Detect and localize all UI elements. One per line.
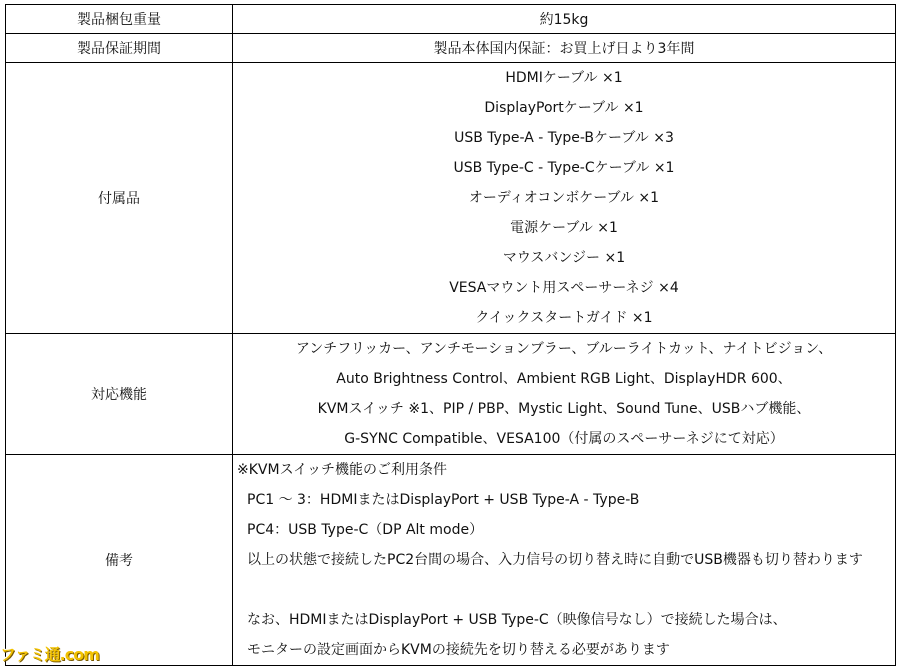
watermark-logo: ファミ通.com xyxy=(0,645,99,664)
list-item: DisplayPortケーブル ×1 xyxy=(484,100,644,116)
list-item: USB Type-A - Type-Bケーブル ×3 xyxy=(454,130,674,146)
list-item: VESAマウント用スペーサーネジ ×4 xyxy=(449,280,679,296)
spec-label: 製品保証期間 xyxy=(6,34,233,63)
list-item: Auto Brightness Control、Ambient RGB Light、DisplayHDR 600、 xyxy=(336,371,792,387)
list-item: PC4：USB Type-C（DP Alt mode） xyxy=(247,522,484,538)
list-item: マウスバンジー ×1 xyxy=(502,250,626,266)
spec-row-weight xyxy=(6,5,896,34)
notes-list xyxy=(233,455,896,666)
list-item: 電源ケーブル ×1 xyxy=(510,220,618,236)
list-item: HDMIケーブル ×1 xyxy=(505,70,623,86)
spec-value: 製品本体国内保証：お買上げ日より3年間 xyxy=(233,34,896,63)
accessories-list xyxy=(233,63,896,334)
spec-label: 製品梱包重量 xyxy=(6,5,233,34)
spec-value: 約15kg xyxy=(233,5,896,34)
list-item: なお、HDMIまたはDisplayPort + USB Type-C（映像信号なし）で接続した場合は、 xyxy=(247,612,787,628)
spec-label: 付属品 xyxy=(6,63,233,334)
spec-label: 対応機能 xyxy=(6,334,233,455)
spec-table xyxy=(5,4,896,666)
spec-row-accessories xyxy=(6,63,896,334)
list-item: PC1 ～ 3：HDMIまたはDisplayPort + USB Type-A - Type-B xyxy=(247,492,640,508)
spec-row-warranty xyxy=(6,34,896,63)
list-item: KVMスイッチ ※1、PIP / PBP、Mystic Light、Sound Tune、USBハブ機能、 xyxy=(317,401,811,417)
spec-label: 備考 xyxy=(6,455,233,666)
features-list xyxy=(233,334,896,455)
list-item: 以上の状態で接続したPC2台間の場合、入力信号の切り替え時に自動でUSB機器も切り替わります xyxy=(247,552,863,568)
list-item: オーディオコンボケーブル ×1 xyxy=(468,190,660,206)
list-item: G-SYNC Compatible、VESA100（付属のスペーサーネジにて対応） xyxy=(344,431,784,447)
notes-heading: ※KVMスイッチ機能のご利用条件 xyxy=(237,462,448,478)
list-item: クイックスタートガイド ×1 xyxy=(475,310,653,326)
spec-row-notes xyxy=(6,455,896,666)
spec-row-features xyxy=(6,334,896,455)
list-item xyxy=(233,575,895,605)
list-item: モニターの設定画面からKVMの接続先を切り替える必要があります xyxy=(247,642,670,658)
list-item: USB Type-C - Type-Cケーブル ×1 xyxy=(453,160,675,176)
list-item: アンチフリッカー、アンチモーションブラー、ブルーライトカット、ナイトビジョン、 xyxy=(295,341,833,357)
